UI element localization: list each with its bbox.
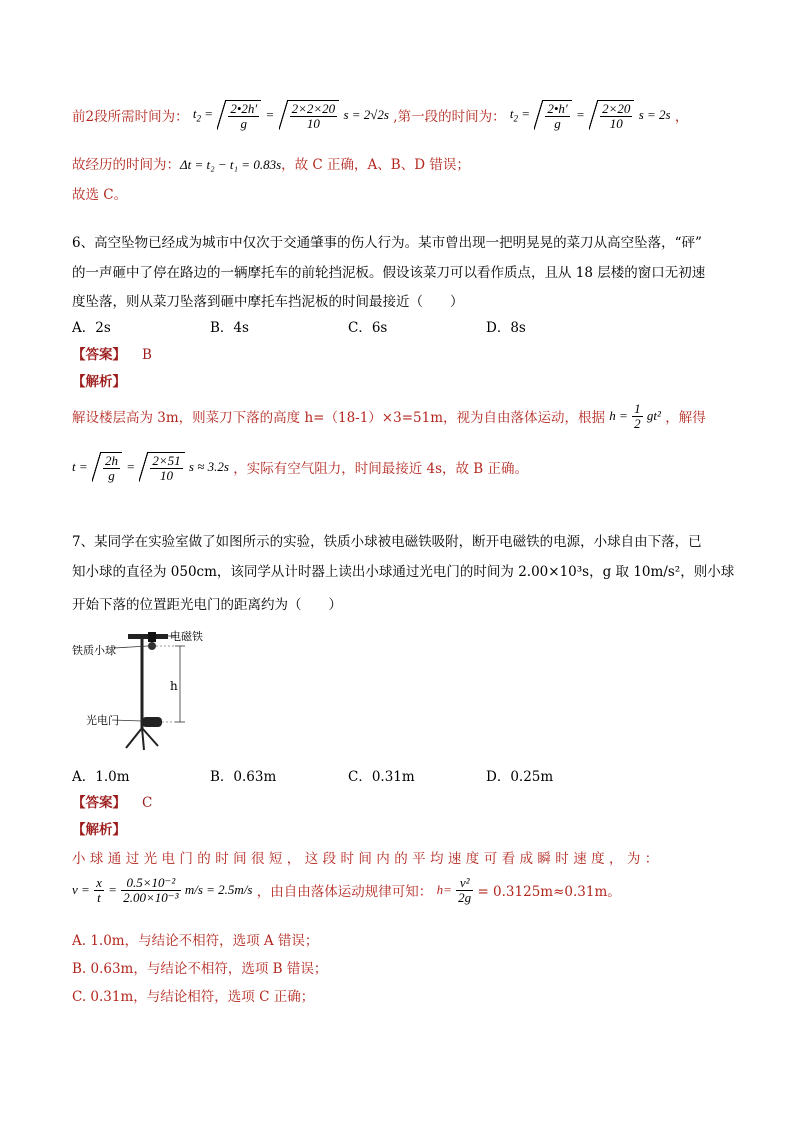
q6-option-d: D．8s	[486, 320, 526, 336]
q6-an-h-lhs: h =	[609, 408, 628, 424]
fig-label-gate: 光电门	[86, 714, 119, 727]
q5-line1	[72, 100, 688, 140]
q6-analysis-line2	[72, 452, 528, 496]
q7-option-d: D．0.25m	[486, 769, 554, 785]
q7-an-frac-v2: $\frac{\text{v²}}{2g}$	[458, 875, 472, 905]
fig-label-electromagnet: 电磁铁	[170, 630, 203, 643]
q7-analysis-a: A. 1.0m，与结论不相符，选项 A 错误；	[72, 933, 319, 949]
q7-option-b: B．0.63m	[210, 769, 277, 785]
q6-analysis-label: 【解析】	[72, 374, 126, 390]
q7-option-a: A．1.0m	[72, 769, 130, 785]
q5-line2-math: Δt = t₂ − t₁ = 0.83s	[180, 157, 282, 172]
q5-eq-1: =	[265, 107, 275, 123]
q7-an-res2: = 0.3125m≈0.31m。	[477, 884, 621, 901]
q6-analysis-line1	[72, 402, 706, 442]
q5-sqrt-1: $\frac{2•2h'}{g}$	[217, 100, 261, 130]
q5-line2-prefix: 故经历的时间为：	[72, 157, 180, 173]
q7-an-res: m/s = 2.5m/s	[184, 882, 253, 898]
q6-option-c: C．6s	[348, 320, 388, 336]
fig-label-ball: 铁质小球	[72, 644, 116, 657]
q6-an-res: s ≈ 3.2s	[188, 459, 229, 475]
q5-line1-mid: ,第一段的时间为：	[393, 109, 506, 126]
q5-eq-2: =	[576, 107, 585, 123]
q5-line2	[72, 154, 470, 176]
q7-an-frac-xt: $\frac{x}{t}$	[96, 875, 102, 905]
q7-answer-row	[72, 792, 152, 814]
electromagnet	[148, 632, 156, 642]
tripod-leg-left	[126, 728, 142, 748]
q7-analysis-b: B. 0.63m，与结论不相符，选项 B 错误；	[72, 961, 328, 977]
q7-option-c: C．0.31m	[348, 769, 415, 785]
q7-an-eq: =	[108, 882, 117, 898]
q7-analysis-label: 【解析】	[72, 822, 126, 838]
q5-line1-prefix: 前2段所需时间为：	[72, 109, 189, 126]
q6-answer-row	[72, 344, 152, 366]
q6-an-half: $\frac{1}{2}$	[634, 401, 641, 431]
q7-answer-value: C	[142, 795, 153, 811]
q6-an-l2-text: ，实际有空气阻力，时间最接近 4s，故 B 正确。	[233, 461, 529, 478]
q6-an-sqrt-1: $\frac{2h}{g}$	[92, 452, 122, 482]
q5-line1-end: ，	[674, 109, 689, 126]
q6-answer-value: B	[142, 347, 152, 363]
q5-sqrt-3: $\frac{2•h'}{g}$	[534, 100, 571, 130]
q7-figure	[72, 624, 232, 760]
q7-an-v: v =	[72, 882, 90, 898]
q6-an-l1-text: 解设楼层高为 3m，则菜刀下落的高度 h=（18-1）×3=51m，视为自由落体运动，根据	[72, 410, 605, 427]
q7-an-h: h=	[436, 882, 452, 898]
tripod-leg-right	[142, 728, 158, 746]
q5-sqrt-2: $\frac{2\times 2\times 20}{10}$	[279, 100, 340, 130]
q5-t2-b: $t_2$ =	[509, 106, 531, 124]
q6-option-b: B．4s	[210, 320, 249, 336]
apparatus-diagram	[72, 624, 232, 760]
q5-res-1: s = 2√2s	[343, 107, 389, 123]
q5-res-2: s = 2s	[638, 107, 671, 123]
q7-an-text: ，由自由落体运动规律可知：	[256, 884, 433, 901]
q6-an-l1-end: ，解得	[665, 410, 706, 427]
q5-t2-a: $t_2$ =	[192, 106, 214, 124]
q6-answer-label: 【答案】	[72, 347, 126, 363]
q7-stem-line1: 7、某同学在实验室做了如图所示的实验，铁质小球被电磁铁吸附，断开电磁铁的电源，小球自由下落，已	[72, 534, 702, 550]
q6-an-gt2: gt²	[646, 408, 661, 424]
q5-line3: 故选 C。	[72, 187, 128, 203]
q7-analysis-c: C. 0.31m，与结论相符，选项 C 正确；	[72, 989, 315, 1005]
iron-ball	[148, 642, 156, 650]
fig-label-h: h	[170, 679, 178, 693]
q5-sqrt-4: $\frac{2\times 20}{10}$	[589, 100, 634, 130]
q6-an-sqrt-2: $\frac{2\times 51}{10}$	[139, 452, 184, 482]
q7-stem-line2: 知小球的直径为 050cm，该同学从计时器上读出小球通过光电门的时间为 2.00×10³s，g 取 10m/s²，则小球	[72, 564, 735, 580]
q7-analysis-line1: 小球通过光电门的时间很短，这段时间内的平均速度可看成瞬时速度，为：	[72, 851, 663, 867]
photogate	[142, 717, 162, 727]
q6-stem-line2: 的一声砸中了停在路边的一辆摩托车的前轮挡泥板。假设该菜刀可以看作质点，且从 18 层楼的窗口无初速	[72, 265, 706, 281]
q5-line2-suffix: ，故 C 正确，A、B、D 错误；	[281, 157, 470, 173]
q7-analysis-line2	[72, 876, 621, 920]
q6-an-eq: =	[126, 459, 136, 475]
q7-stem-line3: 开始下落的位置距光电门的距离约为（ ）	[72, 597, 342, 613]
q6-stem-line3: 度坠落，则从菜刀坠落到砸中摩托车挡泥板的时间最接近（ ）	[72, 294, 464, 310]
q6-an-t: t =	[72, 459, 88, 475]
q6-stem-line1: 6、高空坠物已经成为城市中仅次于交通肇事的伤人行为。某市曾出现一把明晃晃的菜刀从高空坠落，“砰”	[72, 235, 702, 251]
q6-option-a: A．2s	[72, 320, 111, 336]
q7-an-frac-values: $\frac{\text{0.5×10⁻²}}{\text{2.00×10⁻³}}$	[123, 875, 179, 905]
q7-answer-label: 【答案】	[72, 795, 126, 811]
